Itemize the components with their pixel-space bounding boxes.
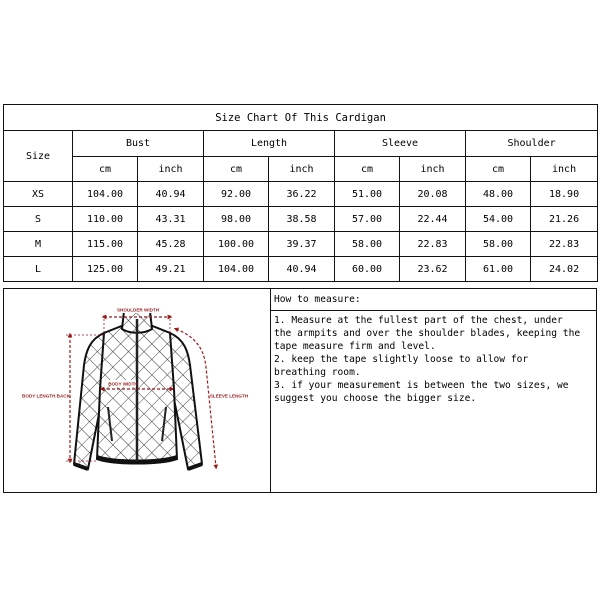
value-cell: 45.28 — [138, 232, 204, 257]
value-cell: 40.94 — [269, 257, 335, 282]
size-header: Size — [4, 131, 73, 182]
bust-header: Bust — [73, 131, 204, 157]
table-title: Size Chart Of This Cardigan — [4, 105, 598, 131]
unit-cm: cm — [335, 157, 400, 182]
value-cell: 57.00 — [335, 207, 400, 232]
value-cell: 110.00 — [73, 207, 138, 232]
unit-inch: inch — [400, 157, 466, 182]
value-cell: 20.08 — [400, 182, 466, 207]
body-length-label: BODY LENGTH BACK — [22, 393, 70, 399]
value-cell: 22.83 — [400, 232, 466, 257]
size-cell: M — [4, 232, 73, 257]
instruction-line: 1. Measure at the fullest part of the chest, under — [274, 315, 563, 326]
body-width-label: BODY WIDTH — [108, 381, 138, 387]
value-cell: 100.00 — [204, 232, 269, 257]
unit-cm: cm — [204, 157, 269, 182]
shoulder-header: Shoulder — [466, 131, 598, 157]
size-cell: XS — [4, 182, 73, 207]
value-cell: 125.00 — [73, 257, 138, 282]
shoulder-width-label: SHOULDER WIDTH — [116, 307, 160, 313]
unit-inch: inch — [138, 157, 204, 182]
value-cell: 40.94 — [138, 182, 204, 207]
value-cell: 104.00 — [73, 182, 138, 207]
value-cell: 49.21 — [138, 257, 204, 282]
unit-cm: cm — [73, 157, 138, 182]
value-cell: 23.62 — [400, 257, 466, 282]
how-to-measure-text — [271, 311, 596, 405]
size-cell: L — [4, 257, 73, 282]
jacket-diagram — [4, 289, 270, 492]
instruction-line: 3. if your measurement is between the two sizes, we — [274, 380, 569, 391]
how-to-measure-title: How to measure: — [271, 289, 596, 311]
value-cell: 61.00 — [466, 257, 531, 282]
value-cell: 54.00 — [466, 207, 531, 232]
unit-cm: cm — [466, 157, 531, 182]
size-cell: S — [4, 207, 73, 232]
value-cell: 22.83 — [531, 232, 598, 257]
unit-inch: inch — [531, 157, 598, 182]
instruction-line: suggest you choose the bigger size. — [274, 393, 477, 404]
sleeve-header: Sleeve — [335, 131, 466, 157]
value-cell: 39.37 — [269, 232, 335, 257]
value-cell: 98.00 — [204, 207, 269, 232]
value-cell: 51.00 — [335, 182, 400, 207]
value-cell: 115.00 — [73, 232, 138, 257]
value-cell: 48.00 — [466, 182, 531, 207]
value-cell: 60.00 — [335, 257, 400, 282]
jacket-measure-figure — [4, 289, 271, 492]
sleeve-length-label: SLEEVE LENGTH — [209, 393, 249, 399]
how-to-measure-panel — [271, 289, 596, 492]
table-row — [4, 232, 598, 257]
instruction-line: breathing room. — [274, 367, 361, 378]
value-cell: 104.00 — [204, 257, 269, 282]
value-cell: 38.58 — [269, 207, 335, 232]
size-chart-table — [3, 104, 598, 282]
value-cell: 18.90 — [531, 182, 598, 207]
measure-section — [3, 288, 597, 493]
table-row — [4, 207, 598, 232]
value-cell: 43.31 — [138, 207, 204, 232]
instruction-line: the armpits and over the shoulder blades, keeping the — [274, 328, 581, 339]
value-cell: 36.22 — [269, 182, 335, 207]
table-row — [4, 257, 598, 282]
length-header: Length — [204, 131, 335, 157]
value-cell: 22.44 — [400, 207, 466, 232]
value-cell: 21.26 — [531, 207, 598, 232]
instruction-line: tape measure firm and level. — [274, 341, 436, 352]
instruction-line: 2. keep the tape slightly loose to allow for — [274, 354, 529, 365]
jacket-icon — [74, 311, 202, 469]
table-row — [4, 182, 598, 207]
value-cell: 58.00 — [466, 232, 531, 257]
unit-inch: inch — [269, 157, 335, 182]
value-cell: 58.00 — [335, 232, 400, 257]
value-cell: 92.00 — [204, 182, 269, 207]
value-cell: 24.02 — [531, 257, 598, 282]
